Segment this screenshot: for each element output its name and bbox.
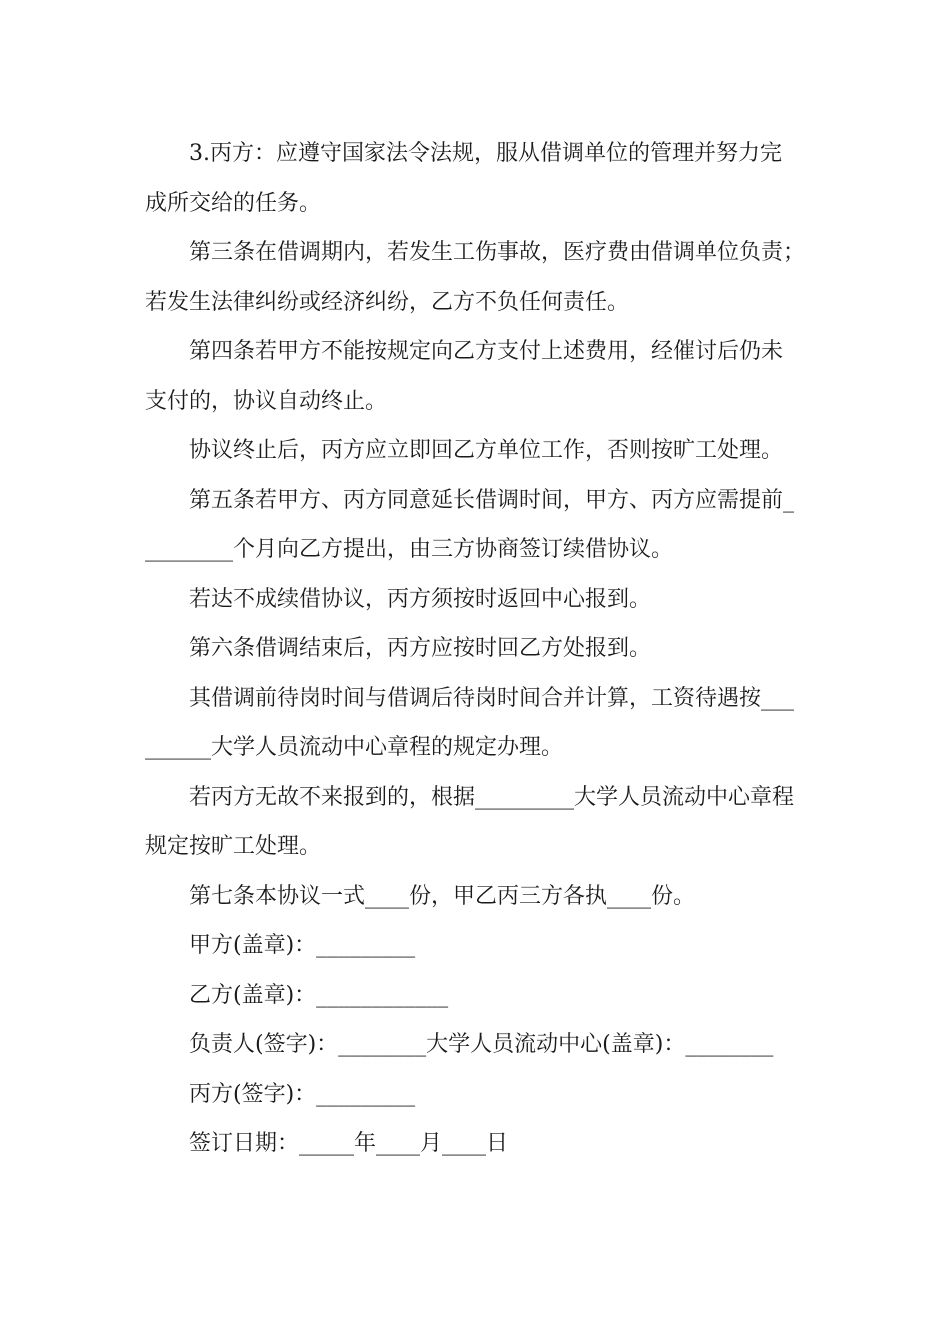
paragraph-line: ______大学人员流动中心章程的规定办理。 — [145, 735, 564, 760]
paragraph-article-5 — [145, 476, 813, 575]
paragraph-article-6 — [145, 624, 813, 674]
paragraph-line: 成所交给的任务。 — [145, 190, 322, 216]
paragraph-line: 第三条在借调期内，若发生工伤事故，医疗费由借调单位负责； — [189, 240, 806, 265]
paragraph-line: ________个月向乙方提出，由三方协商签订续借协议。 — [145, 537, 674, 562]
paragraph-termination — [145, 426, 813, 476]
document-body — [145, 129, 813, 1169]
signature-line: 甲方(盖章)：_________ — [189, 933, 416, 958]
signature-party-c — [145, 1070, 813, 1120]
signature-party-a — [145, 921, 813, 971]
paragraph-line: 第五条若甲方、丙方同意延长借调时间，甲方、丙方应需提前_ — [189, 487, 795, 513]
signature-line: 签订日期：_____年____月____日 — [189, 1131, 509, 1156]
paragraph-waiting-period — [145, 674, 813, 773]
paragraph-line: 第四条若甲方不能按规定向乙方支付上述费用，经催讨后仍未 — [189, 339, 784, 364]
paragraph-line: 若发生法律纠纷或经济纠纷，乙方不负任何责任。 — [145, 289, 630, 315]
signature-party-b — [145, 971, 813, 1021]
signature-line: 乙方(盖章)：____________ — [189, 982, 449, 1008]
paragraph-article-7 — [145, 872, 813, 922]
paragraph-article-4 — [145, 327, 813, 426]
paragraph-line: 若达不成续借协议，丙方须按时返回中心报到。 — [189, 586, 652, 612]
paragraph-line: 协议终止后，丙方应立即回乙方单位工作，否则按旷工处理。 — [189, 438, 784, 463]
signature-responsible-person — [145, 1020, 813, 1070]
paragraph-line: 支付的，协议自动终止。 — [145, 388, 388, 414]
signature-line: 丙方(签字)：_________ — [189, 1081, 416, 1107]
paragraph-bing-obligation — [145, 129, 813, 228]
paragraph-article-3 — [145, 228, 813, 327]
paragraph-line: 第七条本协议一式____份，甲乙丙三方各执____份。 — [189, 883, 696, 909]
paragraph-line: 第六条借调结束后，丙方应按时回乙方处报到。 — [189, 636, 652, 661]
paragraph-line: 其借调前待岗时间与借调后待岗时间合并计算，工资待遇按___ — [189, 685, 795, 711]
paragraph-line: 若丙方无故不来报到的，根据_________大学人员流动中心章程 — [189, 784, 795, 810]
paragraph-line: 3.丙方：应遵守国家法令法规，服从借调单位的管理并努力完 — [189, 141, 782, 166]
paragraph-no-renewal — [145, 575, 813, 625]
signature-line: 负责人(签字)：________大学人员流动中心(盖章)：________ — [189, 1032, 774, 1057]
paragraph-line: 规定按旷工处理。 — [145, 834, 322, 859]
paragraph-absence — [145, 773, 813, 872]
signing-date — [145, 1119, 813, 1169]
